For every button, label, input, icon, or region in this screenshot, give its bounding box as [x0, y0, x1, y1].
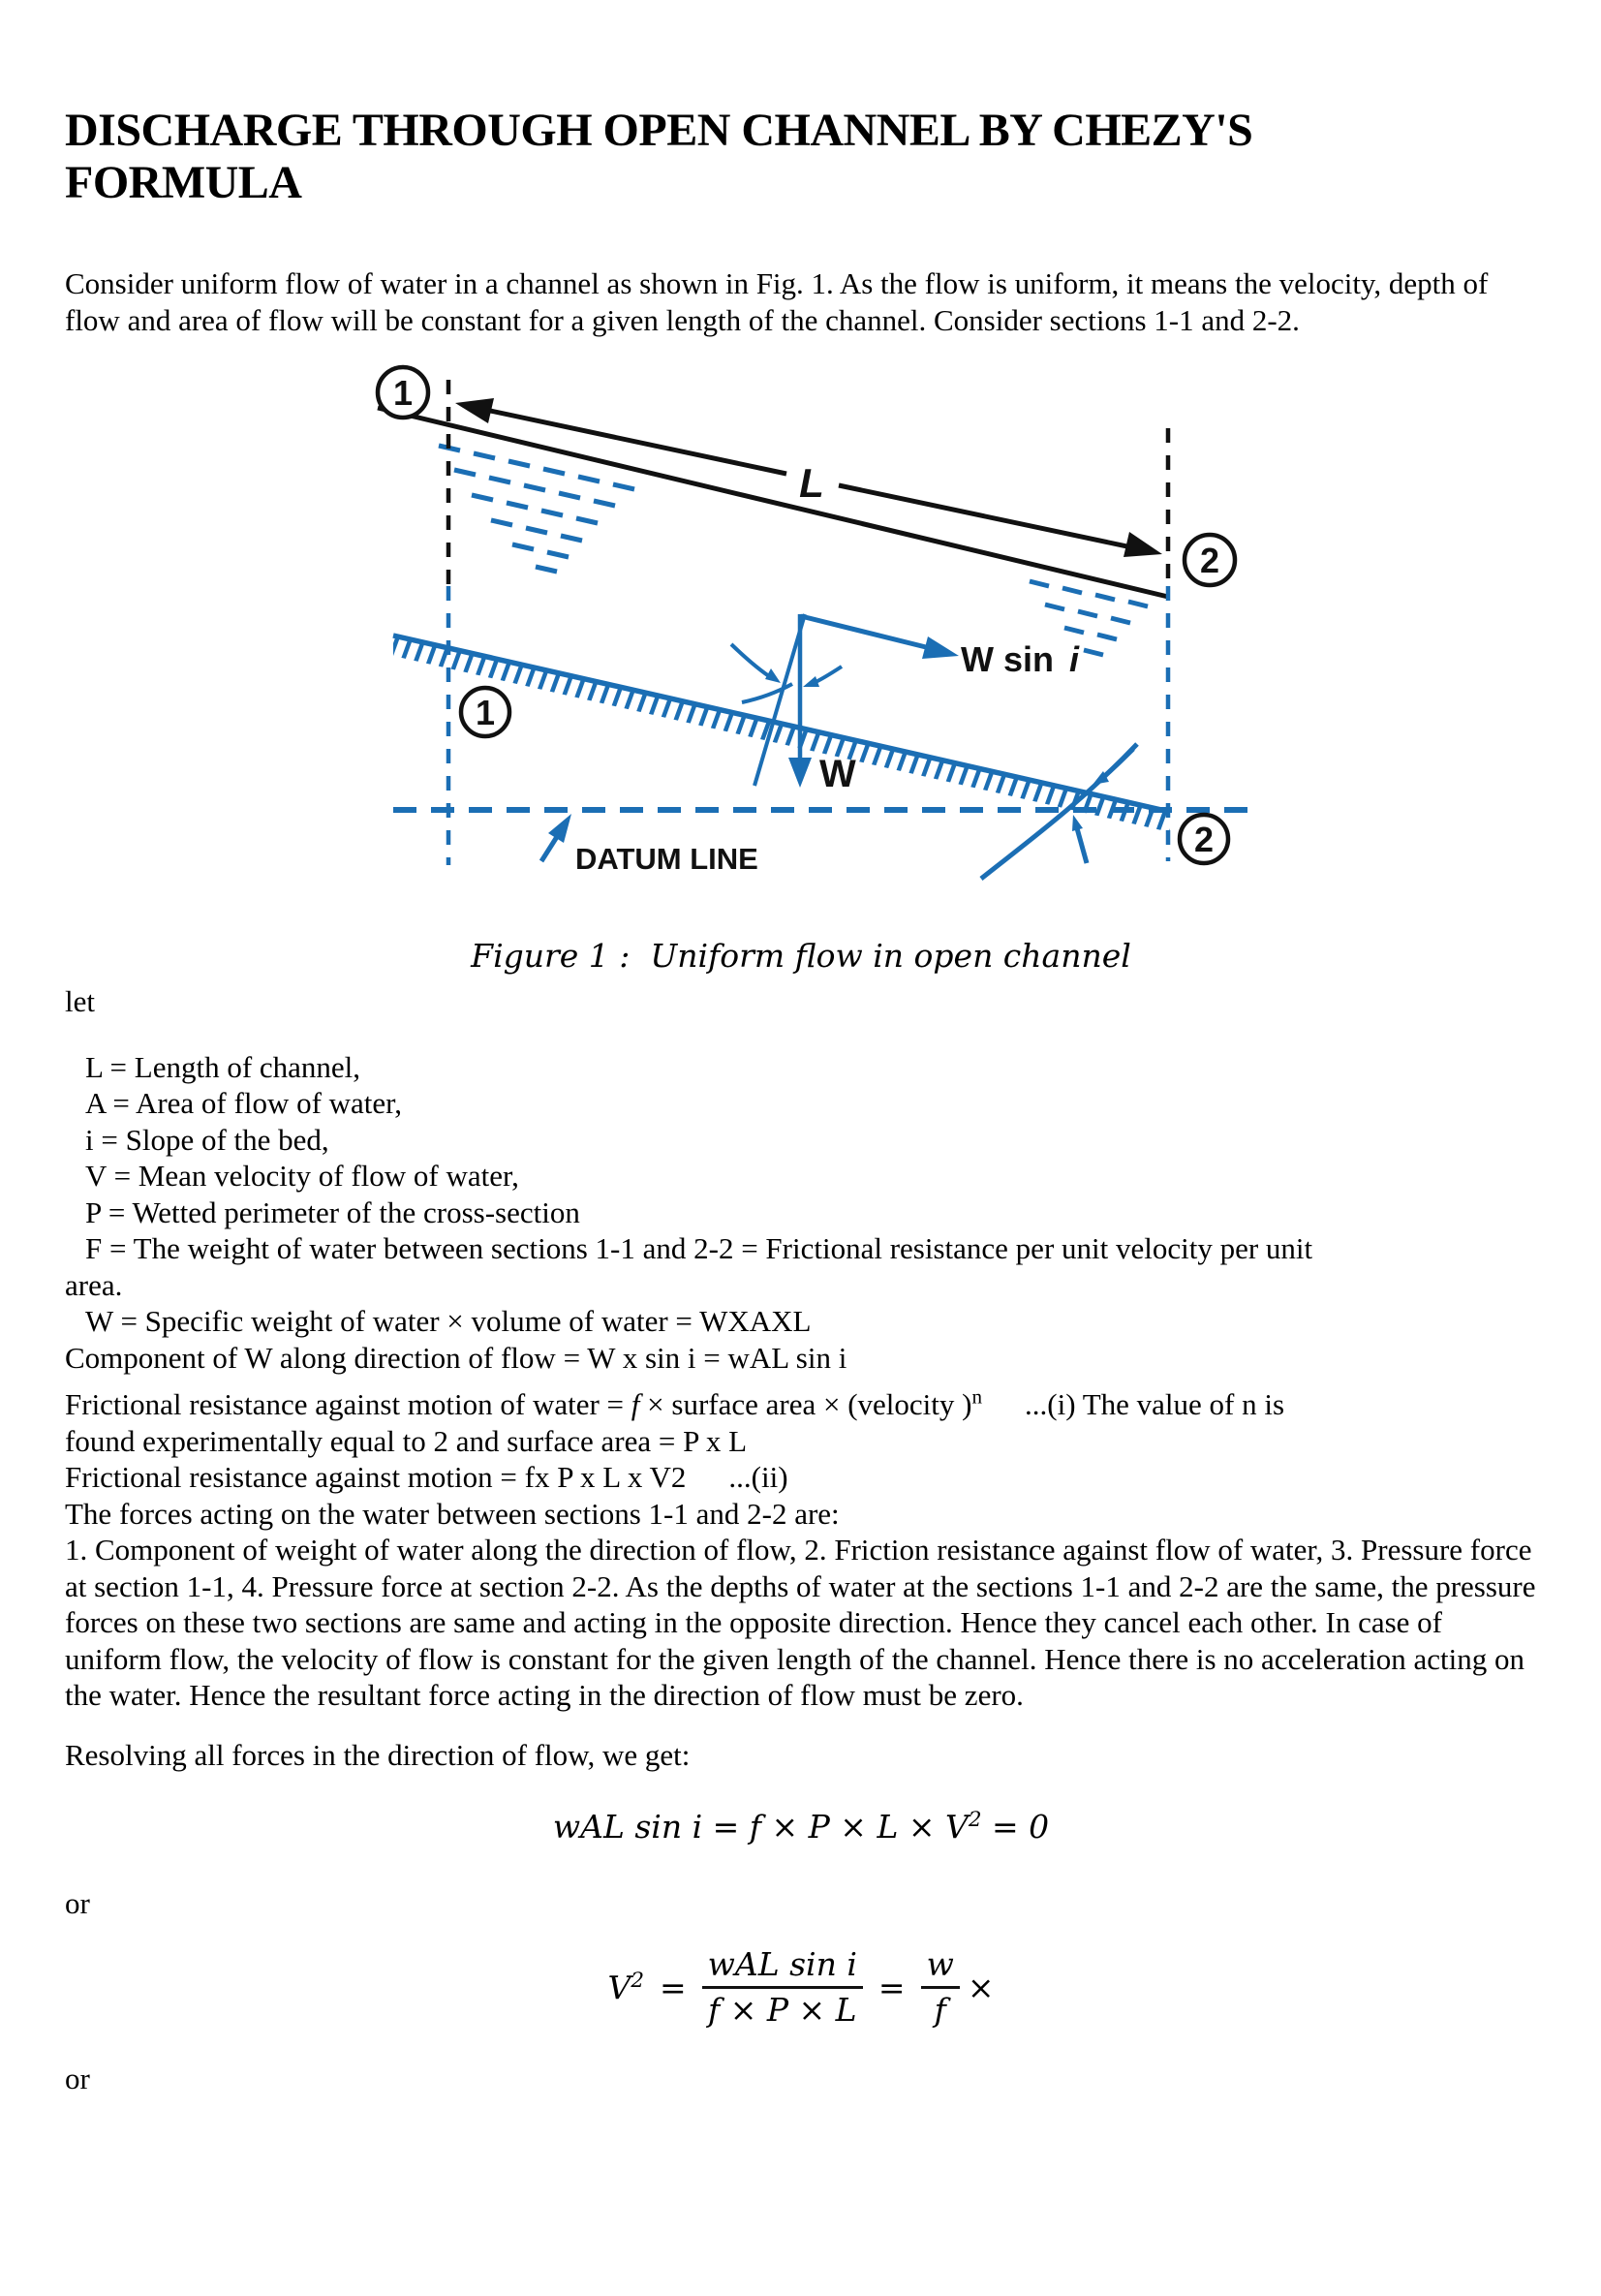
weight-arrowhead [788, 758, 812, 788]
frictional-water-text: Frictional resistance against motion of water = [65, 1387, 631, 1421]
definition-P: P = Wetted perimeter of the cross-section [85, 1195, 580, 1229]
angle-arrowhead-right [803, 676, 819, 687]
equation-ii-ref: ...(ii) [728, 1460, 788, 1494]
page-title-line1: DISCHARGE THROUGH OPEN CHANNEL BY CHEZY'S [65, 105, 1253, 156]
equation-2-equals-1: = [659, 1968, 687, 2006]
definition-F-continuation: area. [65, 1267, 123, 1302]
velocity-exponent: n [971, 1384, 983, 1409]
fraction-2-bar [921, 1986, 960, 1989]
water-surface-line [378, 408, 1168, 597]
figure-caption: Figure 1 : Uniform flow in open channel [471, 937, 1131, 975]
equation-2-fraction-1 [702, 1944, 863, 2029]
intro-paragraph: Consider uniform flow of water in a channel as shown in Fig. 1. As the flow is uniform, it means the velocity, depth of flow and area of flow will be constant for a given length of the channel. Consider sections 1-1 and 2-2. [65, 266, 1489, 337]
w-sin-i-label: W sin i [961, 639, 1080, 679]
definition-A: A = Area of flow of water, [85, 1086, 402, 1120]
equation-2-lhs [608, 1969, 644, 2006]
paragraph-forces: 1. Component of weight of water along the direction of flow, 2. Friction resistance against flow of water, 3. Pressure force at section 1-1, 4. Pressure force at section 2-2. As the depths of water at the sections 1-1 and 2-2 are the same, the pressure forces on these two sections are same and acting in the opposite direction. Hence they cancel each other. In case of uniform flow, the velocity of flow is constant for the given length of the channel. Hence there is no acceleration acting on the water. Hence the resultant force acting in the direction of flow must be zero. [65, 1533, 1536, 1712]
let-label: let [65, 984, 95, 1018]
definition-F: F = The weight of water between sections 1-1 and 2-2 = Frictional resistance per unit velocity per unit [85, 1231, 1313, 1265]
line-specific-weight: W = Specific weight of water × volume of water = WXAXL [85, 1304, 812, 1338]
equation-2-times: × [967, 1968, 995, 2006]
or-label-1: or [65, 1886, 90, 1920]
datum-label: DATUM LINE [575, 842, 758, 876]
fraction-1-denominator: f × P × L [707, 1990, 857, 2029]
equation-2 [65, 1944, 1537, 2029]
line-frictional-water-continuation: found experimentally equal to 2 and surface area = P x L [65, 1423, 748, 1458]
w-sin-arrowhead [922, 636, 959, 659]
section-1-top-label: 1 [392, 373, 414, 413]
length-arrowhead-right [1124, 532, 1162, 557]
fraction-2-numerator: w [926, 1944, 954, 1983]
datum-pointer-arrowhead [548, 814, 571, 843]
length-label: L [799, 460, 824, 506]
document-page [0, 105, 1601, 2096]
equation-2-fraction-2 [921, 1944, 960, 2029]
section-2-bottom-label: 2 [1193, 820, 1215, 859]
equation-2-v-exponent: 2 [631, 1968, 644, 1993]
angle-arrowhead-left [765, 668, 781, 683]
line-component-of-w: Component of W along direction of flow = W x sin i = wAL sin i [65, 1340, 847, 1375]
line-frictional-motion [65, 1459, 1537, 1496]
open-channel-diagram [368, 354, 1269, 935]
fraction-2-denominator: f [934, 1990, 946, 2029]
page-title [65, 105, 1537, 209]
section-2-top-label: 2 [1199, 541, 1220, 580]
section-1-bed-label: 1 [475, 693, 496, 732]
or-label-2: or [65, 2061, 90, 2095]
line-frictional-water [65, 1386, 1537, 1423]
page-title-line2: FORMULA [65, 157, 302, 208]
length-arrowhead-left [455, 398, 494, 423]
equation-1 [65, 1806, 1537, 1848]
definitions-list [65, 1049, 1537, 1304]
line-resolving: Resolving all forces in the direction of flow, we get: [65, 1737, 691, 1772]
definition-i: i = Slope of the bed, [85, 1122, 329, 1157]
fraction-1-numerator: wAL sin i [707, 1944, 857, 1983]
weight-label: W [819, 753, 856, 795]
definition-L: L = Length of channel, [85, 1049, 361, 1084]
frictional-water-text2: × surface area × (velocity ) [639, 1387, 972, 1421]
frictional-motion-text: Frictional resistance against motion = fx P x L x V2 [65, 1460, 687, 1494]
definition-V: V = Mean velocity of flow of water, [85, 1159, 519, 1193]
equation-1-exponent: 2 [968, 1808, 982, 1832]
equation-i-ref: ...(i) The value of n is [1025, 1387, 1285, 1421]
slope-arrowhead-lower [1072, 815, 1083, 831]
equation-1-tail: = 0 [981, 1808, 1050, 1846]
frictional-water-f: f [631, 1387, 640, 1421]
line-forces-intro: The forces acting on the water between sections 1-1 and 2-2 are: [65, 1496, 840, 1531]
equation-1-body: wAL sin i = f × P × L × V [552, 1808, 969, 1846]
fraction-1-bar [702, 1986, 863, 1989]
equation-2-v: V [607, 1968, 631, 2006]
figure-1 [65, 354, 1537, 927]
equation-2-equals-2: = [877, 1968, 906, 2006]
